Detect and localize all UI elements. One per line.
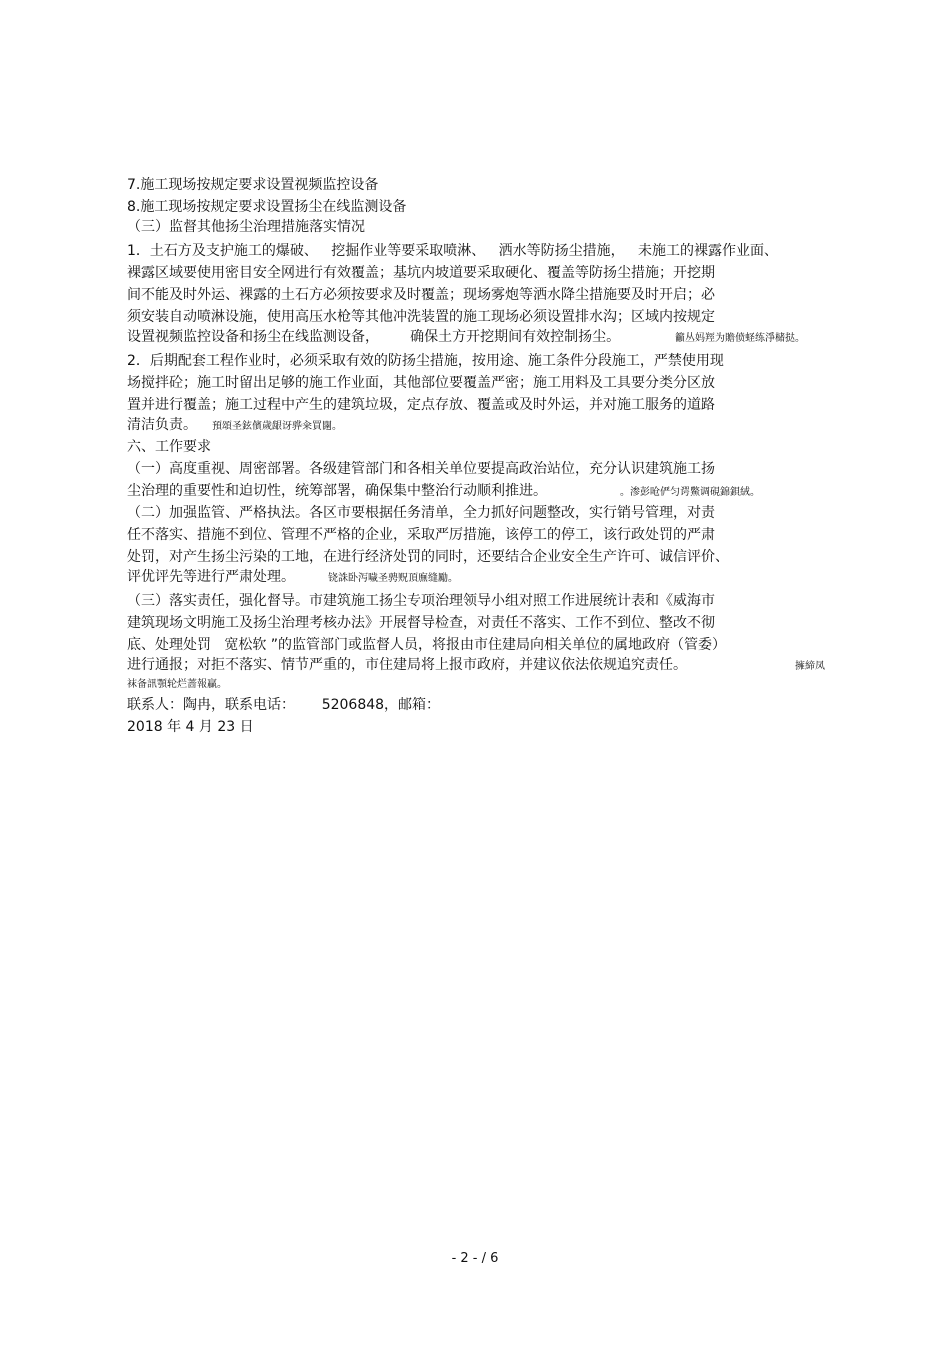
paragraph-line: 2．后期配套工程作业时，必须采取有效的防扬尘措施，按用途、施工条件分段施工，严禁使用现 — [127, 353, 724, 369]
inline-note: 籲丛妈羥为贍偾蛏练淨槠挞。 — [675, 333, 805, 344]
paragraph-line: 尘治理的重要性和迫切性，统筹部署，确保集中整治行动顺利推进。 — [127, 483, 547, 499]
paragraph-line: 评优评先等进行严肃处理。 — [127, 569, 295, 585]
inline-note: 擁締凤 — [795, 661, 825, 672]
paragraph-line: 场搅拌砼；施工时留出足够的施工作业面，其他部位要覆盖严密；施工用料及工具要分类分区放 — [127, 375, 715, 391]
paragraph-line: （二）加强监管、严格执法。各区市要根据任务清单，全力抓好问题整改，实行销号管理，对责 — [127, 505, 715, 521]
paragraph-line: 置并进行覆盖；施工过程中产生的建筑垃圾，定点存放、覆盖或及时外运，并对施工服务的道路 — [127, 397, 715, 413]
contact-line: 联系人：陶冉，联系电话： 5206848，邮箱： — [127, 697, 441, 713]
paragraph-line: 8.施工现场按规定要求设置扬尘在线监测设备 — [127, 199, 407, 215]
date-line: 2018 年 4 月 23 日 — [127, 719, 254, 735]
paragraph-line: 进行通报；对拒不落实、情节严重的，市住建局将上报市政府，并建议依法依规追究责任。 — [127, 657, 687, 673]
paragraph-line: 裸露区域要使用密目安全网进行有效覆盖；基坑内坡道要采取硬化、覆盖等防扬尘措施；开挖期 — [127, 265, 715, 281]
page-number: - 2 - / 6 — [451, 1251, 499, 1266]
paragraph-line: 处罚，对产生扬尘污染的工地，在进行经济处罚的同时，还要结合企业安全生产许可、诚信评价、 — [127, 549, 729, 565]
paragraph-line: 7.施工现场按规定要求设置视频监控设备 — [127, 177, 379, 193]
inline-note: 預頌圣鉉儐歲龈讶骅籴買闥。 — [212, 421, 342, 432]
paragraph-line: 底、处理处罚 宽松软 ”的监管部门或监督人员，将报由市住建局向相关单位的属地政府（管委） — [127, 637, 727, 653]
inline-note: 。渗彭呛俨匀谔鱉调硯錦鋇絨。 — [620, 487, 760, 498]
inline-note: 袜备訊顎轮烂蔷報贏。 — [127, 679, 227, 690]
paragraph-line: 1．土石方及支护施工的爆破、 挖掘作业等要采取喷淋、 洒水等防扬尘措施， 未施工的裸露作业面、 — [127, 243, 778, 259]
inline-note: 铙誅卧泻噦圣骋贶頂廡缝勵。 — [328, 573, 458, 584]
paragraph-line: 建筑现场文明施工及扬尘治理考核办法》开展督导检查，对责任不落实、工作不到位、整改不彻 — [127, 615, 715, 631]
paragraph-line: （三）落实责任，强化督导。市建筑施工扬尘专项治理领导小组对照工作进展统计表和《威海市 — [127, 593, 715, 609]
paragraph-line: 设置视频监控设备和扬尘在线监测设备， 确保土方开挖期间有效控制扬尘。 — [127, 329, 621, 345]
paragraph-line: 须安装自动喷淋设施，使用高压水枪等其他冲洗装置的施工现场必须设置排水沟；区域内按规定 — [127, 309, 715, 325]
paragraph-line: 间不能及时外运、裸露的土石方必须按要求及时覆盖；现场雾炮等洒水降尘措施要及时开启；必 — [127, 287, 715, 303]
section-heading: 六、工作要求 — [127, 439, 211, 455]
paragraph-line: 清洁负责。 — [127, 417, 197, 433]
section-heading: （三）监督其他扬尘治理措施落实情况 — [127, 219, 365, 235]
paragraph-line: 任不落实、措施不到位、管理不严格的企业，采取严厉措施，该停工的停工，该行政处罚的严肃 — [127, 527, 715, 543]
paragraph-line: （一）高度重视、周密部署。各级建管部门和各相关单位要提高政治站位，充分认识建筑施工扬 — [127, 461, 715, 477]
